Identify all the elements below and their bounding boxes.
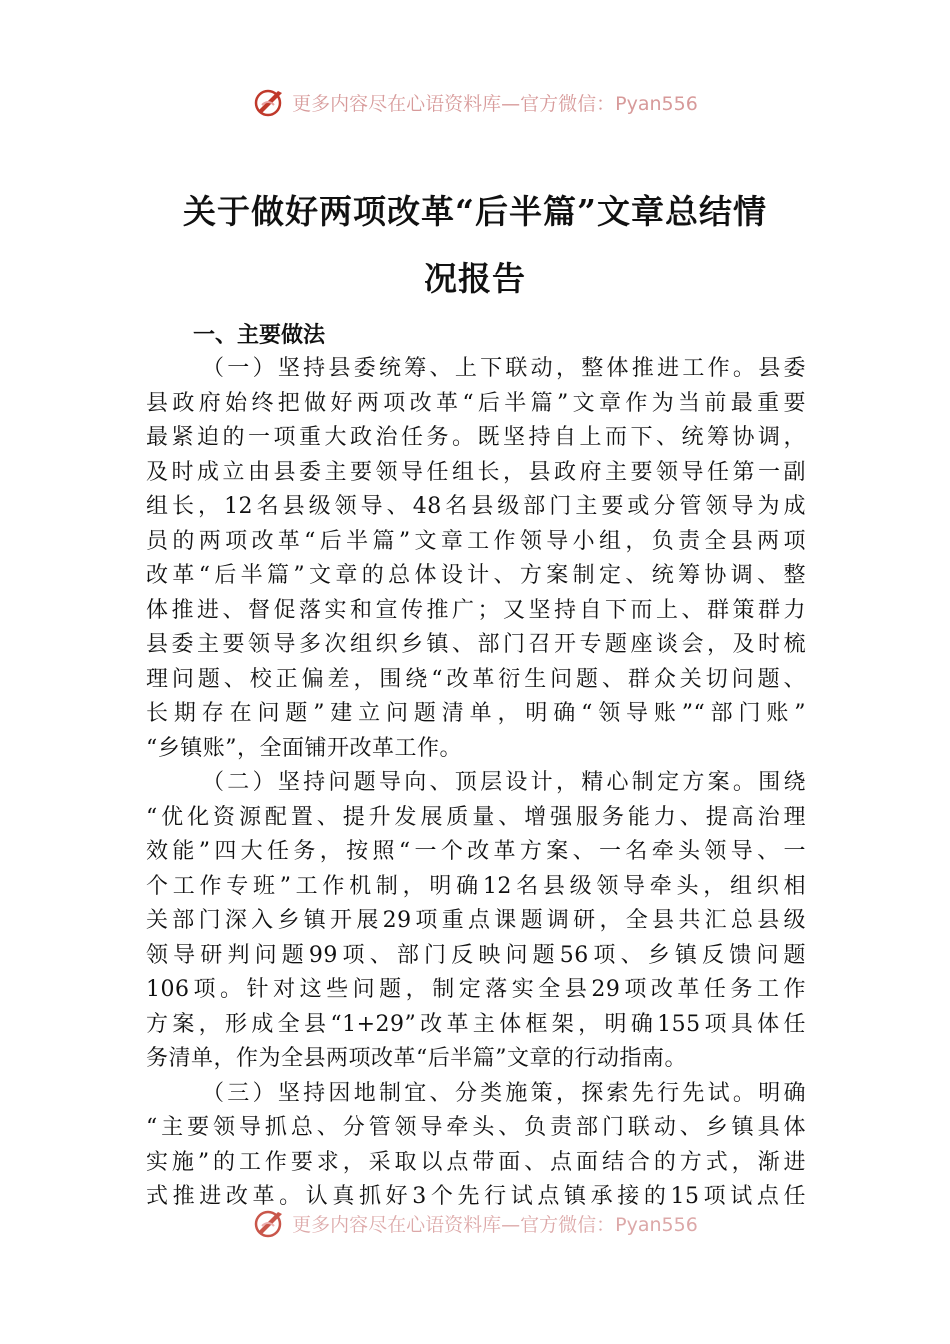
text-line: “乡镇账”，全面铺开改革工作。 bbox=[146, 735, 462, 761]
text-line: “主要领导抓总、分管领导牵头、负责部门联动、乡镇具体 bbox=[146, 1115, 806, 1140]
text-line: 实施”的工作要求，采取以点带面、点面结合的方式，渐进 bbox=[146, 1149, 806, 1175]
text-line: 最紧迫的一项重大政治任务。既坚持自上而下、统筹协调， bbox=[146, 425, 806, 450]
red-pen-circle-logo-icon bbox=[252, 1206, 286, 1240]
text-line: （二）坚持问题导向、顶层设计，精心制定方案。围绕 bbox=[202, 770, 806, 795]
text-line: 员的两项改革“后半篇”文章工作领导小组，负责全县两项 bbox=[146, 528, 806, 554]
text-line: 改革“后半篇”文章的总体设计、方案制定、统筹协调、整 bbox=[146, 563, 806, 588]
body-text bbox=[146, 352, 806, 1215]
text-line: 个工作专班”工作机制，明确12名县级领导牵头，组织相 bbox=[146, 873, 806, 899]
watermark-text: 更多内容尽在心语资料库—官方微信：Pyan556 bbox=[292, 1213, 698, 1236]
text-line: 效能”四大任务，按照“一个改革方案、一名牵头领导、一 bbox=[146, 839, 806, 864]
watermark-footer bbox=[0, 1203, 950, 1243]
text-line: 县委主要领导多次组织乡镇、部门召开专题座谈会，及时梳 bbox=[146, 632, 806, 657]
text-line: 理问题、校正偏差，围绕“改革衍生问题、群众关切问题、 bbox=[146, 666, 806, 692]
watermark-header bbox=[0, 82, 950, 122]
text-line: “优化资源配置、提升发展质量、增强服务能力、提高治理 bbox=[146, 804, 806, 830]
watermark-text: 更多内容尽在心语资料库—官方微信：Pyan556 bbox=[292, 92, 698, 115]
text-line: 领导研判问题99项、部门反映问题56项、乡镇反馈问题 bbox=[146, 942, 806, 968]
text-line: 务清单，作为全县两项改革“后半篇”文章的行动指南。 bbox=[146, 1046, 687, 1071]
text-line: 关部门深入乡镇开展29项重点课题调研，全县共汇总县级 bbox=[146, 908, 806, 933]
text-line: （三）坚持因地制宜、分类施策，探索先行先试。明确 bbox=[202, 1080, 806, 1106]
text-line: 组长，12名县级领导、48名县级部门主要或分管领导为成 bbox=[146, 494, 806, 519]
text-line: 方案，形成全县“1+29”改革主体框架，明确155项具体任 bbox=[146, 1011, 806, 1037]
text-line: （一）坚持县委统筹、上下联动，整体推进工作。县委 bbox=[202, 356, 806, 381]
document-title-line-2: 况报告 bbox=[424, 259, 526, 298]
red-pen-circle-logo-icon bbox=[252, 85, 286, 119]
text-line: 及时成立由县委主要领导任组长，县政府主要领导任第一副 bbox=[146, 459, 806, 485]
section-heading: 一、主要做法 bbox=[193, 323, 326, 348]
text-line: 体推进、督促落实和宣传推广；又坚持自下而上、群策群力 bbox=[146, 597, 806, 623]
text-line: 式推进改革。认真抓好3个先行试点镇承接的15项试点任 bbox=[146, 1184, 806, 1209]
text-line: 县政府始终把做好两项改革“后半篇”文章作为当前最重要 bbox=[146, 390, 806, 416]
text-line: 106项。针对这些问题，制定落实全县29项改革任务工作 bbox=[146, 977, 806, 1002]
document-title-line-1: 关于做好两项改革“后半篇”文章总结情 bbox=[183, 192, 767, 231]
text-line: 长期存在问题”建立问题清单，明确“领导账”“部门账” bbox=[146, 701, 806, 726]
